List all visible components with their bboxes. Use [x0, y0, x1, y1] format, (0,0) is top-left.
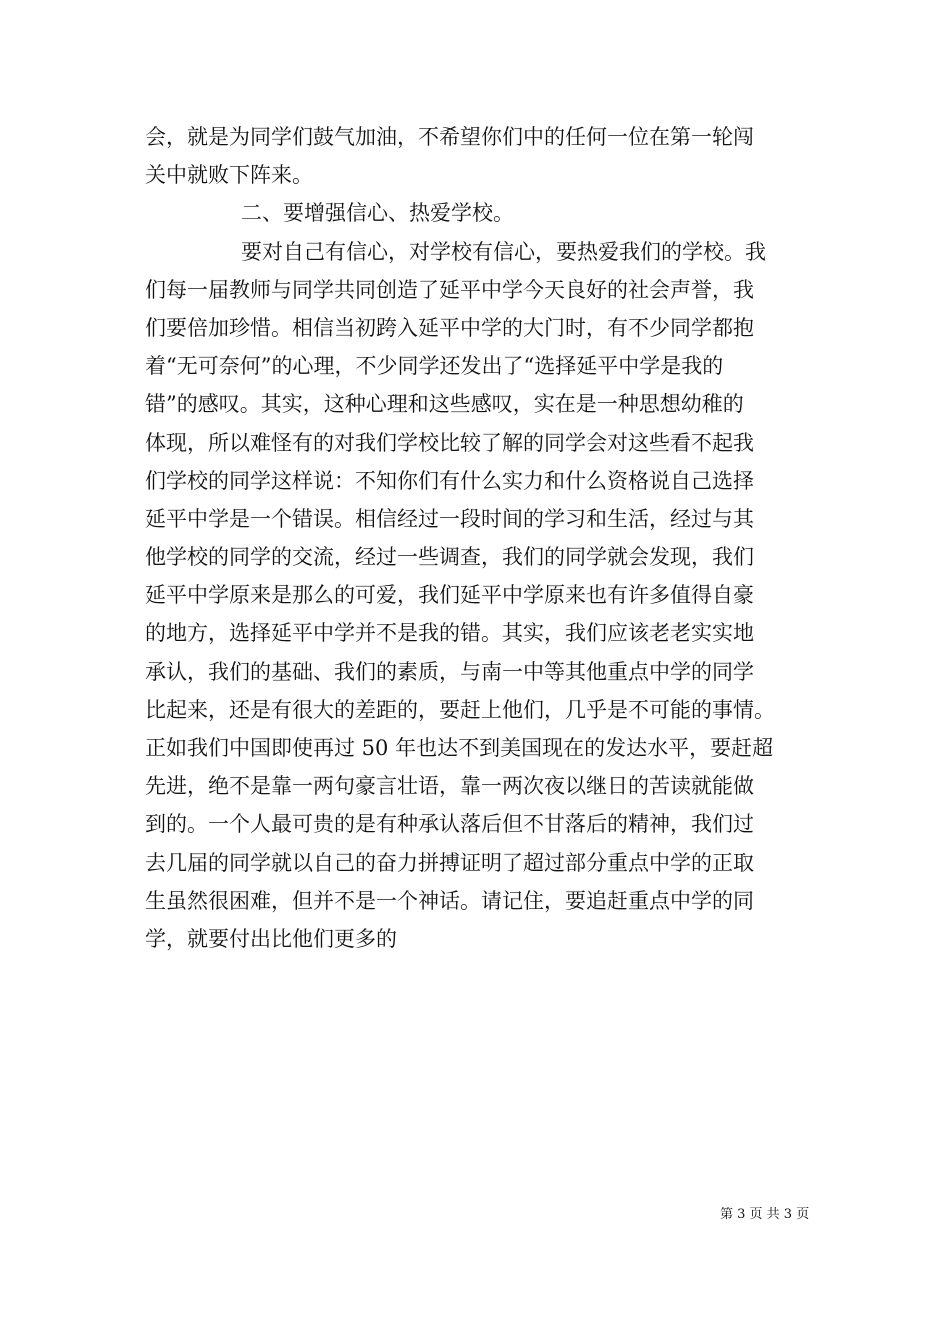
- text-line: 先进，绝不是靠一两句豪言壮语，靠一两次夜以继日的苦读就能做: [145, 774, 754, 799]
- text-line: 正如我们中国即使再过 50 年也达不到美国现在的发达水平，要赶超: [145, 736, 774, 760]
- text-line: 们要倍加珍惜。相信当初跨入延平中学的大门时，有不少同学都抱: [145, 315, 754, 340]
- text-line: 他学校的同学的交流，经过一些调查，我们的同学就会发现，我们: [145, 545, 754, 570]
- text-line: 的地方，选择延平中学并不是我的错。其实，我们应该老老实实地: [145, 621, 754, 646]
- page-number: 第 3 页 共 3 页: [720, 1207, 810, 1222]
- text-line: 去几届的同学就以自己的奋力拼搏证明了超过部分重点中学的正取: [145, 850, 754, 875]
- text-line: 错”的感叹。其实，这种心理和这些感叹，实在是一种思想幼稚的: [145, 392, 744, 417]
- text-line: 着“无可奈何”的心理，不少同学还发出了“选择延平中学是我的: [145, 354, 724, 379]
- text-line: 到的。一个人最可贵的是有种承认落后但不甘落后的精神，我们过: [145, 812, 754, 837]
- section-heading: 二、要增强信心、热爱学校。: [241, 201, 514, 226]
- paragraph-first-line: 要对自己有信心，对学校有信心，要热爱我们的学校。我: [241, 239, 766, 264]
- text-line: 延平中学原来是那么的可爱，我们延平中学原来也有许多值得自豪: [145, 583, 754, 608]
- text-line: 承认，我们的基础、我们的素质，与南一中等其他重点中学的同学: [145, 659, 754, 684]
- text-line: 体现，所以难怪有的对我们学校比较了解的同学会对这些看不起我: [145, 430, 754, 455]
- body-text: [145, 118, 825, 958]
- text-line: 比起来，还是有很大的差距的，要赶上他们，几乎是不可能的事情。: [145, 697, 775, 722]
- text-line: 延平中学是一个错误。相信经过一段时间的学习和生活，经过与其: [145, 506, 754, 531]
- text-line: 关中就败下阵来。: [145, 163, 313, 188]
- text-line: 们学校的同学这样说：不知你们有什么实力和什么资格说自己选择: [145, 468, 754, 493]
- text-line: 会，就是为同学们鼓气加油，不希望你们中的任何一位在第一轮闯: [145, 125, 754, 149]
- text-line: 学，就要付出比他们更多的: [145, 926, 397, 951]
- text-line: 们每一届教师与同学共同创造了延平中学今天良好的社会声誉，我: [145, 277, 754, 302]
- text-line: 生虽然很困难，但并不是一个神话。请记住，要追赶重点中学的同: [145, 888, 754, 913]
